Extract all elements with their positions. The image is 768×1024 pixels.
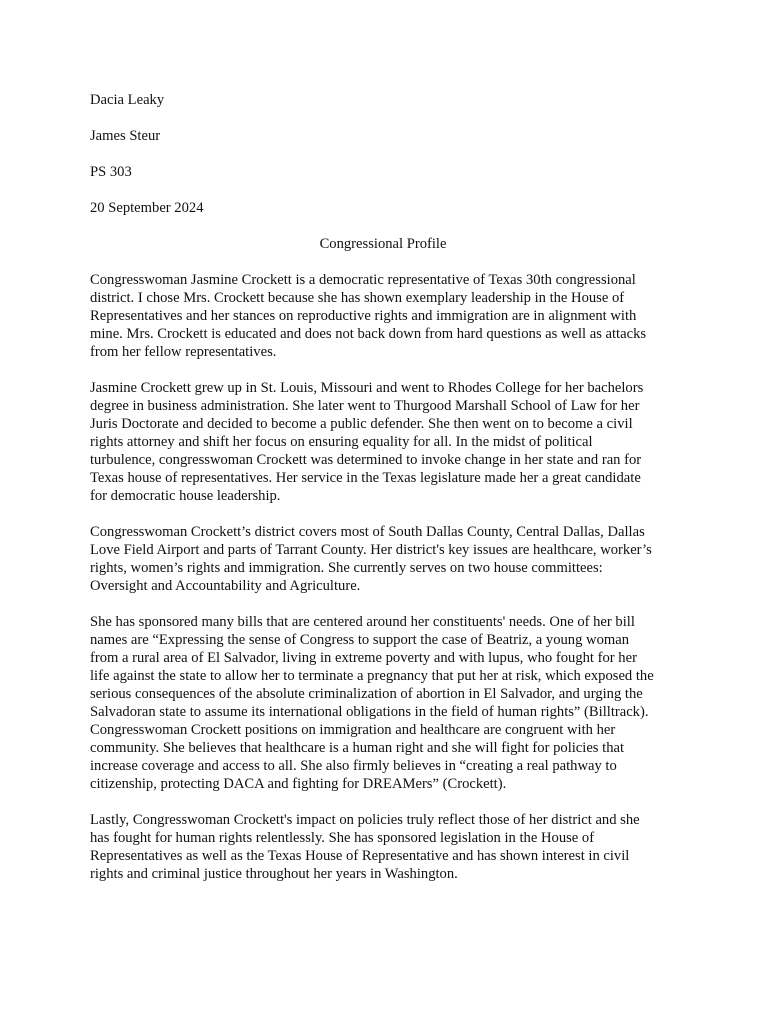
paragraph-line: for democratic house leadership. — [90, 488, 281, 504]
paragraph-line: Congresswoman Jasmine Crockett is a democratic representative of Texas 30th congressional — [90, 272, 636, 288]
paragraph-line: names are “Expressing the sense of Congress to support the case of Beatriz, a young woman — [90, 632, 630, 648]
document-title: Congressional Profile — [319, 236, 447, 252]
paragraph-line: community. She believes that healthcare is a human right and she will fight for policies that — [90, 740, 625, 756]
submission-date: 20 September 2024 — [90, 200, 204, 216]
paragraph-line: degree in business administration. She later went to Thurgood Marshall School of Law for her — [90, 398, 640, 414]
paragraph-line: from her fellow representatives. — [90, 344, 277, 360]
document-body — [90, 91, 676, 901]
paragraph-line: Jasmine Crockett grew up in St. Louis, Missouri and went to Rhodes College for her bachelors — [90, 380, 644, 396]
paragraph-line: increase coverage and access to all. She also firmly believes in “creating a real pathway to — [90, 758, 617, 774]
paragraph-line: Lastly, Congresswoman Crockett's impact on policies truly reflect those of her district and she — [90, 812, 640, 828]
paragraph-line: Texas house of representatives. Her service in the Texas legislature made her a great candidate — [90, 470, 641, 486]
instructor-name: James Steur — [90, 128, 161, 144]
body-paragraph — [90, 379, 676, 505]
paragraph-line: Love Field Airport and parts of Tarrant County. Her district's key issues are healthcare, worker’s — [90, 542, 652, 558]
paragraph-line: district. I chose Mrs. Crockett because she has shown exemplary leadership in the House of — [90, 290, 625, 306]
paragraph-line: life against the state to allow her to terminate a pregnancy that put her at risk, which exposed the — [90, 668, 654, 684]
body-paragraph — [90, 271, 676, 361]
body-paragraphs — [90, 271, 676, 883]
paragraph-line: rights and criminal justice throughout her years in Washington. — [90, 866, 458, 882]
paragraph-line: Representatives and her stances on reproductive rights and immigration are in alignment with — [90, 308, 637, 324]
paragraph-line: rights attorney and shift her focus on ensuring equality for all. In the midst of political — [90, 434, 593, 450]
paragraph-line: has fought for human rights relentlessly. She has sponsored legislation in the House of — [90, 830, 595, 846]
paragraph-line: Representatives as well as the Texas House of Representative and has shown interest in civil — [90, 848, 630, 864]
paragraph-line: serious consequences of the absolute criminalization of abortion in El Salvador, and urging the — [90, 686, 643, 702]
body-paragraph — [90, 811, 676, 883]
body-paragraph — [90, 613, 676, 793]
paragraph-line: She has sponsored many bills that are centered around her constituents' needs. One of her bill — [90, 614, 635, 630]
paragraph-line: Juris Doctorate and decided to become a public defender. She then went on to become a civil — [90, 416, 633, 432]
course-code: PS 303 — [90, 164, 132, 180]
paragraph-line: mine. Mrs. Crockett is educated and does not back down from hard questions as well as attacks — [90, 326, 647, 342]
paragraph-line: from a rural area of El Salvador, living in extreme poverty and with lupus, who fought for her — [90, 650, 637, 666]
paragraph-line: rights, women’s rights and immigration. She currently serves on two house committees: — [90, 560, 603, 576]
body-paragraph — [90, 523, 676, 595]
paragraph-line: Salvadoran state to assume its international obligations in the field of human rights” (Billtrack). — [90, 704, 649, 720]
paragraph-line: Congresswoman Crockett positions on immigration and healthcare are congruent with her — [90, 722, 616, 738]
paragraph-line: Congresswoman Crockett’s district covers most of South Dallas County, Central Dallas, Dallas — [90, 524, 645, 540]
paragraph-line: citizenship, protecting DACA and fighting for DREAMers” (Crockett). — [90, 776, 507, 792]
student-name: Dacia Leaky — [90, 92, 165, 108]
paragraph-line: turbulence, congresswoman Crockett was determined to invoke change in her state and ran for — [90, 452, 642, 468]
paragraph-line: Oversight and Accountability and Agriculture. — [90, 578, 361, 594]
